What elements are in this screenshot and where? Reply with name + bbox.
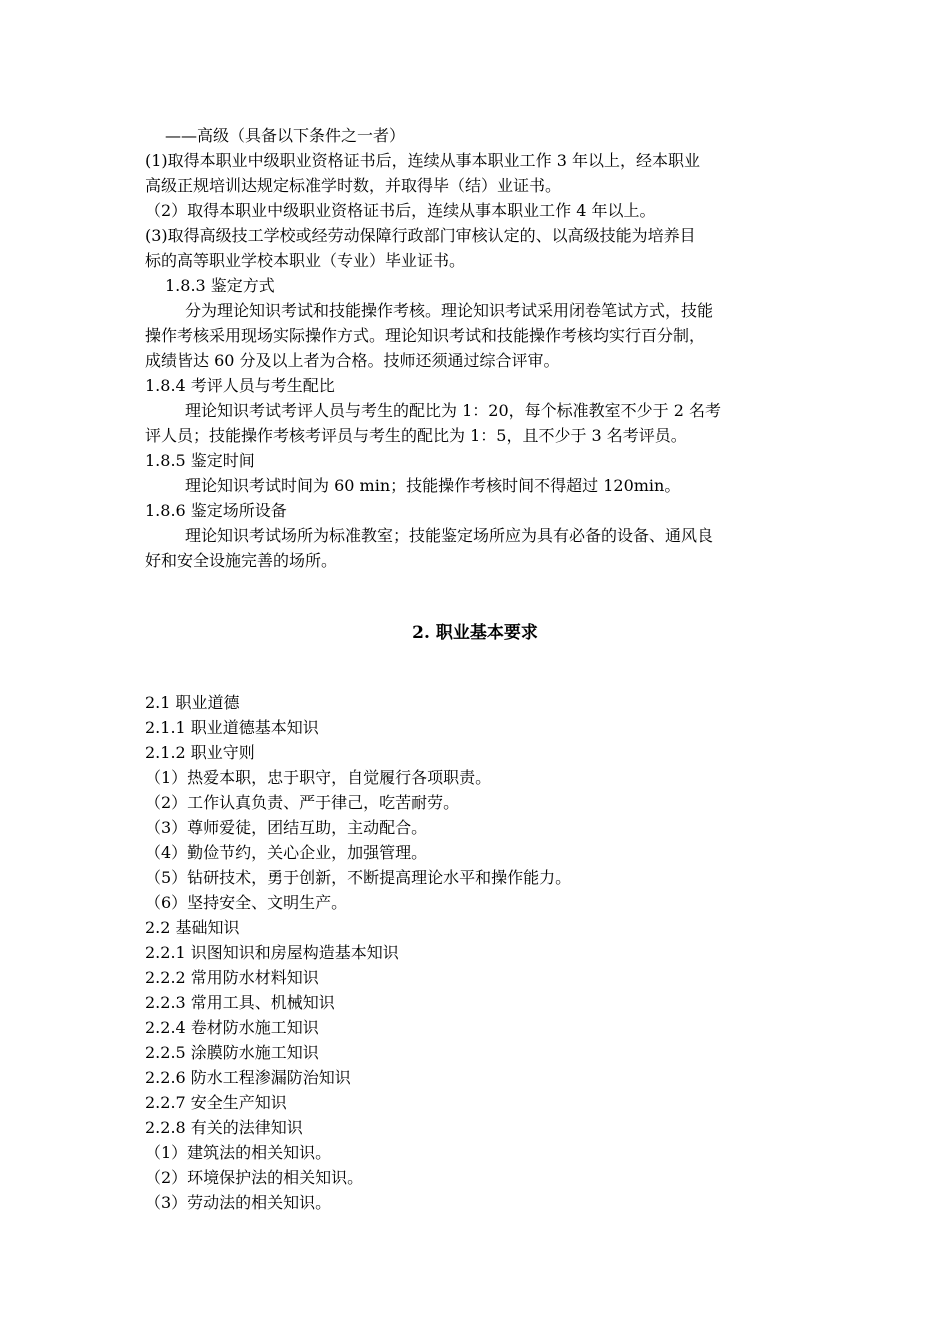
list-line: 2.2.8 有关的法律知识: [145, 1118, 303, 1137]
advanced-item-line: 高级正规培训达规定标准学时数，并取得毕（结）业证书。: [145, 176, 562, 195]
list-line: 2.2.5 涂膜防水施工知识: [145, 1043, 319, 1062]
section-heading-1-8-3: 1.8.3 鉴定方式: [165, 276, 275, 295]
list-line: （6）坚持安全、文明生产。: [145, 893, 348, 912]
list-line: 2.2.4 卷材防水施工知识: [145, 1018, 319, 1037]
list-line: 2.1 职业道德: [145, 693, 240, 712]
advanced-item-line: 标的高等职业学校本职业（专业）毕业证书。: [145, 251, 466, 270]
list-line: 2.2.3 常用工具、机械知识: [145, 993, 335, 1012]
list-line: （2）工作认真负责、严于律己，吃苦耐劳。: [145, 793, 460, 812]
paragraph-line: 成绩皆达 60 分及以上者为合格。技师还须通过综合评审。: [145, 351, 560, 370]
paragraph-line: 理论知识考试时间为 60 min；技能操作考核时间不得超过 120min。: [185, 476, 681, 495]
paragraph-line: 理论知识考试场所为标准教室；技能鉴定场所应为具有必备的设备、通风良: [185, 526, 714, 545]
list-line: 2.2 基础知识: [145, 918, 240, 937]
advanced-item-line: （2）取得本职业中级职业资格证书后，连续从事本职业工作 4 年以上。: [145, 201, 656, 220]
chapter-title: 2. 职业基本要求: [412, 623, 538, 643]
list-line: （4）勤俭节约，关心企业，加强管理。: [145, 843, 428, 862]
section-heading-1-8-4: 1.8.4 考评人员与考生配比: [145, 376, 335, 395]
list-line: （2）环境保护法的相关知识。: [145, 1168, 364, 1187]
list-line: 2.2.7 安全生产知识: [145, 1093, 287, 1112]
section-heading-1-8-6: 1.8.6 鉴定场所设备: [145, 501, 287, 520]
list-line: （5）钻研技术，勇于创新，不断提高理论水平和操作能力。: [145, 868, 572, 887]
list-line: 2.2.6 防水工程渗漏防治知识: [145, 1068, 351, 1087]
list-line: （3）劳动法的相关知识。: [145, 1193, 332, 1212]
advanced-item-line: (1)取得本职业中级职业资格证书后，连续从事本职业工作 3 年以上，经本职业: [145, 151, 701, 170]
advanced-heading: ——高级（具备以下条件之一者）: [165, 126, 406, 145]
advanced-item-line: (3)取得高级技工学校或经劳动保障行政部门审核认定的、以高级技能为培养目: [145, 226, 696, 245]
section-heading-1-8-5: 1.8.5 鉴定时间: [145, 451, 255, 470]
paragraph-line: 好和安全设施完善的场所。: [145, 551, 338, 570]
list-line: （1）建筑法的相关知识。: [145, 1143, 332, 1162]
list-line: （3）尊师爱徒，团结互助，主动配合。: [145, 818, 428, 837]
paragraph-line: 分为理论知识考试和技能操作考核。理论知识考试采用闭卷笔试方式，技能: [185, 301, 714, 320]
list-line: 2.1.2 职业守则: [145, 743, 255, 762]
list-line: 2.2.2 常用防水材料知识: [145, 968, 319, 987]
paragraph-line: 操作考核采用现场实际操作方式。理论知识考试和技能操作考核均实行百分制，: [145, 326, 706, 345]
list-line: 2.2.1 识图知识和房屋构造基本知识: [145, 943, 399, 962]
paragraph-line: 评人员；技能操作考核考评员与考生的配比为 1：5，且不少于 3 名考评员。: [145, 426, 687, 445]
list-line: 2.1.1 职业道德基本知识: [145, 718, 319, 737]
paragraph-line: 理论知识考试考评人员与考生的配比为 1：20，每个标准教室不少于 2 名考: [185, 401, 721, 420]
list-line: （1）热爱本职，忠于职守，自觉履行各项职责。: [145, 768, 492, 787]
